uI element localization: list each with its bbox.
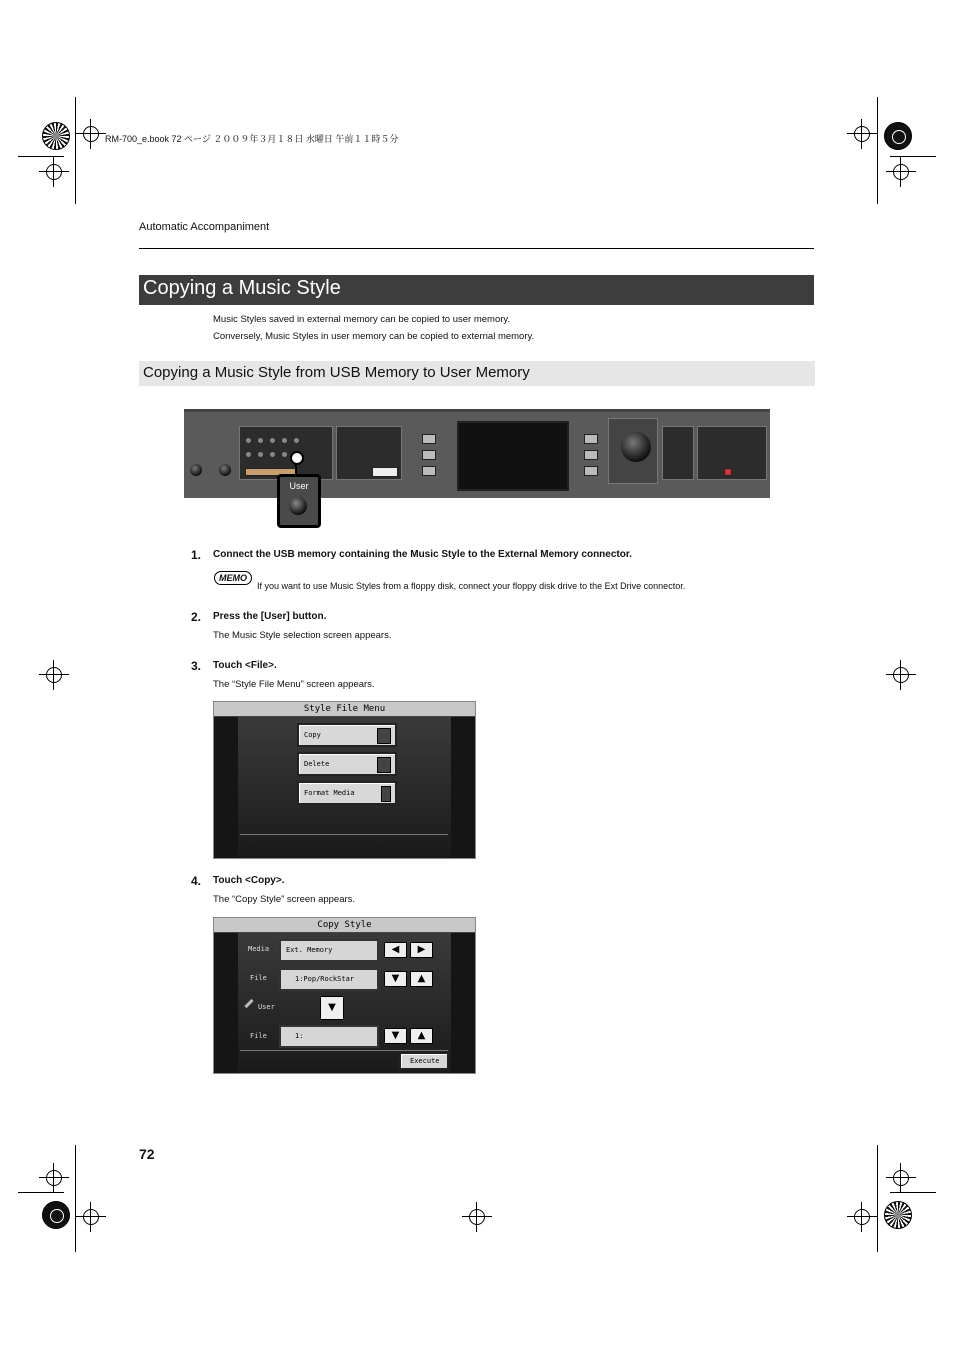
dest-file-field[interactable] bbox=[279, 1025, 379, 1048]
style-file-menu-screen bbox=[213, 701, 476, 859]
registration-mark bbox=[469, 1209, 485, 1225]
step-text: Touch <Copy>. bbox=[213, 875, 285, 886]
step-text: Press the [User] button. bbox=[213, 611, 327, 622]
delete-icon bbox=[377, 757, 391, 773]
user-label: User bbox=[258, 1003, 275, 1011]
up-arrow-button[interactable]: ▲ bbox=[410, 971, 433, 987]
panel-section bbox=[697, 426, 767, 480]
print-header: RM-700_e.book 72 ページ ２００９年３月１８日 水曜日 午前１１時５分 bbox=[105, 134, 399, 144]
memo-badge: MEMO bbox=[214, 571, 252, 585]
led bbox=[246, 452, 251, 457]
step-number: 1. bbox=[191, 548, 202, 562]
copy-button[interactable] bbox=[297, 723, 397, 747]
registration-mark bbox=[83, 126, 99, 142]
crop-mark bbox=[877, 97, 878, 204]
screen-title: Copy Style bbox=[214, 918, 475, 933]
step-result: The “Style File Menu” screen appears. bbox=[213, 679, 375, 690]
media-field[interactable] bbox=[279, 939, 379, 962]
down-arrow-button[interactable]: ▼ bbox=[384, 971, 407, 987]
registration-mark bbox=[46, 1170, 62, 1186]
step-number: 4. bbox=[191, 874, 202, 888]
step-result: The Music Style selection screen appears. bbox=[213, 630, 392, 641]
led bbox=[258, 452, 263, 457]
lcd-display bbox=[457, 421, 569, 491]
registration-mark bbox=[893, 164, 909, 180]
registration-mark bbox=[46, 667, 62, 683]
panel-button bbox=[584, 434, 598, 444]
panel-button bbox=[422, 450, 436, 460]
dest-file-label: File bbox=[250, 1032, 267, 1040]
panel-section bbox=[662, 426, 694, 480]
panel-button bbox=[584, 450, 598, 460]
crop-mark bbox=[890, 156, 936, 157]
section-title: Copying a Music Style bbox=[143, 277, 341, 299]
step-text: Touch <File>. bbox=[213, 660, 277, 671]
led bbox=[270, 438, 275, 443]
divider bbox=[240, 834, 448, 835]
left-arrow-button[interactable]: ◀ bbox=[384, 942, 407, 958]
volume-knob bbox=[190, 464, 202, 476]
subsection-title: Copying a Music Style from USB Memory to User Memory bbox=[143, 364, 530, 381]
panel-button bbox=[584, 466, 598, 476]
panel-button bbox=[422, 434, 436, 444]
execute-button-label: Execute bbox=[410, 1057, 440, 1065]
copy-button-label: Copy bbox=[304, 731, 321, 739]
divider bbox=[240, 1050, 448, 1051]
source-file-value: 1:Pop/RockStar bbox=[295, 975, 355, 983]
led bbox=[282, 438, 287, 443]
copy-style-screen bbox=[213, 917, 476, 1074]
source-file-field[interactable] bbox=[279, 968, 379, 991]
panel-button bbox=[372, 467, 398, 477]
user-button-icon bbox=[289, 497, 307, 515]
registration-target bbox=[42, 122, 70, 150]
up-arrow-button[interactable]: ▲ bbox=[410, 1028, 433, 1044]
registration-target bbox=[884, 122, 912, 150]
page-number: 72 bbox=[139, 1146, 155, 1162]
user-button-callout bbox=[277, 474, 321, 528]
media-icon bbox=[381, 786, 391, 802]
registration-mark bbox=[46, 164, 62, 180]
rec-button bbox=[724, 468, 732, 476]
media-label: Media bbox=[248, 945, 270, 953]
crop-mark bbox=[877, 1145, 878, 1252]
callout-pointer bbox=[290, 451, 304, 465]
format-media-button[interactable] bbox=[297, 781, 397, 805]
subsection-heading-bar bbox=[139, 361, 815, 386]
instrument-panel-illustration bbox=[184, 409, 770, 498]
memo-text: If you want to use Music Styles from a floppy disk, connect your floppy disk drive to the Ext Drive connector. bbox=[257, 581, 686, 591]
format-media-button-label: Format Media bbox=[304, 789, 355, 797]
header-rule bbox=[139, 248, 814, 249]
user-button-label: User bbox=[289, 481, 309, 491]
step-result: The “Copy Style” screen appears. bbox=[213, 894, 356, 905]
right-arrow-button[interactable]: ▶ bbox=[410, 942, 433, 958]
led bbox=[270, 452, 275, 457]
running-head: Automatic Accompaniment bbox=[139, 221, 270, 233]
panel-button bbox=[422, 466, 436, 476]
led bbox=[294, 438, 299, 443]
crop-mark bbox=[890, 1192, 936, 1193]
led bbox=[246, 438, 251, 443]
delete-button-label: Delete bbox=[304, 760, 330, 768]
registration-target bbox=[42, 1201, 70, 1229]
file-label: File bbox=[250, 974, 267, 982]
registration-mark bbox=[854, 1209, 870, 1225]
intro-line: Music Styles saved in external memory can be copied to user memory. bbox=[213, 314, 511, 325]
copy-down-arrow-icon: ▼ bbox=[320, 996, 344, 1020]
delete-button[interactable] bbox=[297, 752, 397, 776]
crop-mark bbox=[18, 156, 64, 157]
crop-mark bbox=[18, 1192, 64, 1193]
copy-icon bbox=[377, 728, 391, 744]
dest-file-value: 1: bbox=[295, 1032, 304, 1040]
step-number: 2. bbox=[191, 610, 202, 624]
screen-title: Style File Menu bbox=[214, 702, 475, 717]
crop-mark bbox=[75, 1145, 76, 1252]
registration-target bbox=[884, 1201, 912, 1229]
step-number: 3. bbox=[191, 659, 202, 673]
media-value: Ext. Memory bbox=[286, 946, 333, 954]
execute-button[interactable] bbox=[399, 1052, 449, 1070]
registration-mark bbox=[893, 1170, 909, 1186]
crop-mark bbox=[75, 97, 76, 204]
led bbox=[258, 438, 263, 443]
led bbox=[282, 452, 287, 457]
registration-mark bbox=[83, 1209, 99, 1225]
intro-line: Conversely, Music Styles in user memory can be copied to external memory. bbox=[213, 331, 535, 342]
balance-knob bbox=[219, 464, 231, 476]
step-text: Connect the USB memory containing the Music Style to the External Memory connector. bbox=[213, 549, 632, 560]
section-heading-bar bbox=[139, 275, 814, 305]
registration-mark bbox=[893, 667, 909, 683]
down-arrow-button[interactable]: ▼ bbox=[384, 1028, 407, 1044]
value-dial bbox=[621, 432, 651, 462]
registration-mark bbox=[854, 126, 870, 142]
